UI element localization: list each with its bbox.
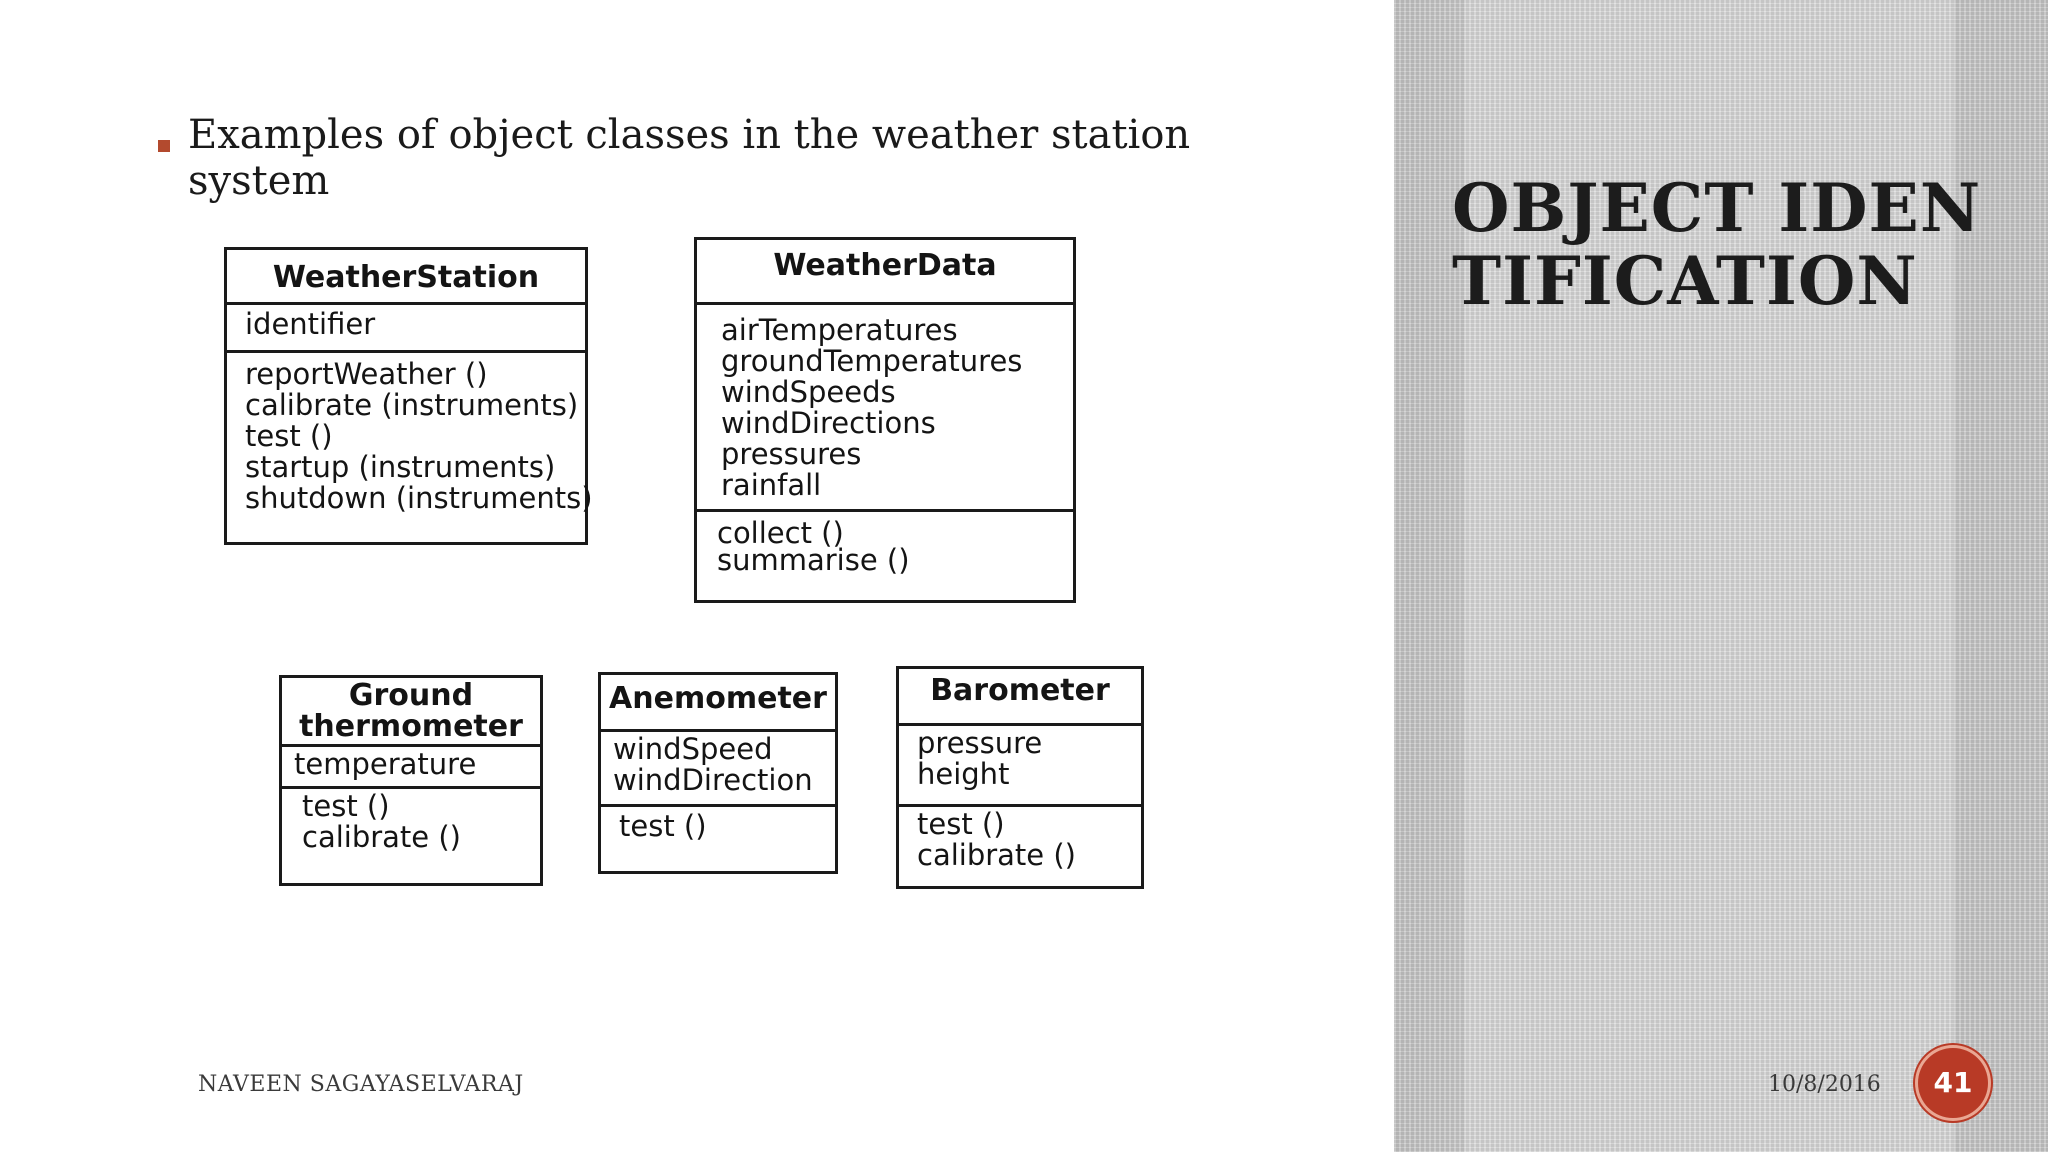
class-operations	[601, 807, 835, 850]
class-operations	[227, 353, 593, 522]
class-name	[282, 678, 540, 747]
attribute: airTemperatures	[721, 313, 958, 347]
bullet-square-icon	[158, 140, 170, 152]
class-ground-thermometer	[279, 675, 543, 886]
attribute: rainfall	[721, 468, 822, 502]
class-attributes	[899, 726, 1141, 807]
operation: reportWeather ()	[245, 357, 488, 391]
class-operations	[282, 789, 540, 861]
attribute: windSpeeds	[721, 375, 896, 409]
class-barometer	[896, 666, 1144, 889]
operation: collect ()	[717, 516, 844, 550]
class-attributes	[227, 305, 585, 353]
operation: test ()	[245, 419, 333, 453]
operation: calibrate ()	[302, 820, 461, 854]
bullet-item	[158, 112, 1198, 204]
attribute: windDirection	[613, 763, 813, 797]
attribute: windSpeed	[613, 732, 773, 766]
class-operations	[697, 512, 1073, 582]
operation: calibrate (instruments)	[245, 388, 579, 422]
class-attributes	[697, 305, 1073, 512]
footer-author: NAVEEN SAGAYASELVARAJ	[198, 1072, 524, 1097]
class-attributes	[282, 747, 540, 789]
slide-title: OBJECT IDENTIFICATION	[1452, 169, 1982, 320]
bullet-text: Examples of object classes in the weather station system	[188, 112, 1191, 204]
operation: test ()	[302, 789, 390, 823]
operation: shutdown (instruments)	[245, 481, 593, 515]
operation: startup (instruments)	[245, 450, 556, 484]
attribute: identifier	[245, 307, 376, 341]
footer-date: 10/8/2016	[1768, 1072, 1881, 1097]
class-name-line: thermometer	[299, 709, 523, 744]
operation: test ()	[917, 807, 1005, 841]
operation: calibrate ()	[917, 838, 1076, 872]
class-name: WeatherStation	[227, 250, 585, 305]
attribute: groundTemperatures	[721, 344, 1023, 378]
class-name: Anemometer	[601, 675, 835, 732]
class-anemometer	[598, 672, 838, 874]
operation: summarise ()	[717, 543, 910, 577]
attribute: pressures	[721, 437, 862, 471]
operation: test ()	[619, 809, 707, 843]
attribute: temperature	[294, 747, 477, 781]
attribute: windDirections	[721, 406, 936, 440]
attribute: height	[917, 757, 1010, 791]
page-number-badge: 41	[1918, 1048, 1988, 1118]
class-name: Barometer	[899, 669, 1141, 726]
class-name: WeatherData	[697, 240, 1073, 305]
class-weather-station	[224, 247, 593, 545]
class-weather-data	[694, 237, 1076, 603]
class-name-line: Ground	[348, 678, 474, 713]
attribute: pressure	[917, 726, 1043, 760]
class-operations	[899, 807, 1141, 879]
class-attributes	[601, 732, 835, 807]
